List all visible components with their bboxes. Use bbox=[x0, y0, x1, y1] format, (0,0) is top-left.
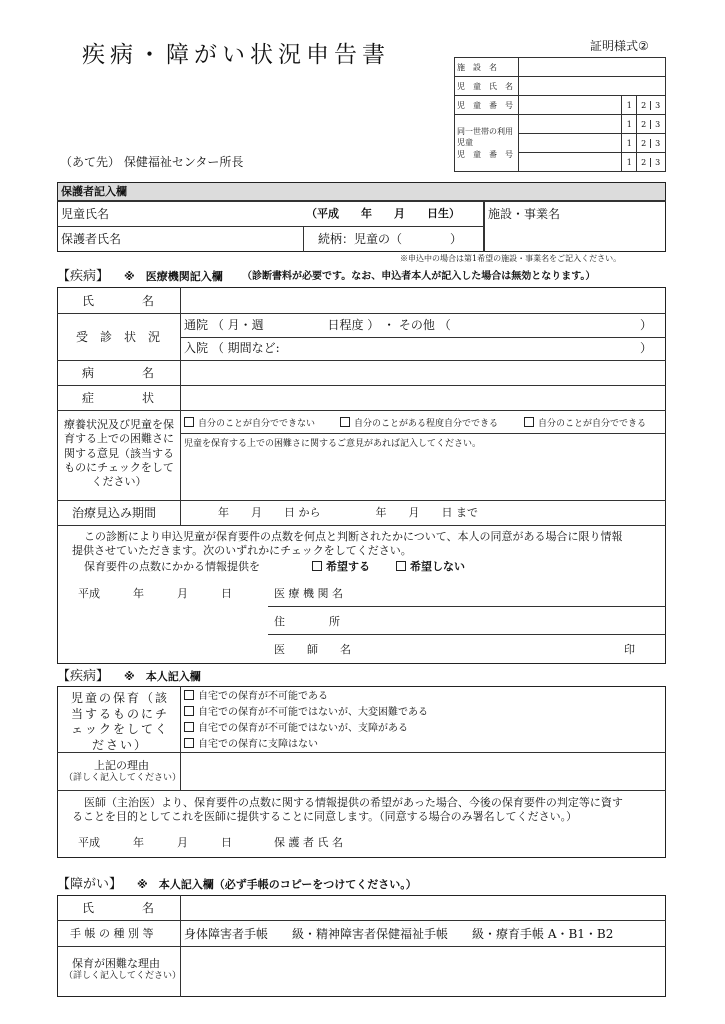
self-heading: ※ 本人記入欄 bbox=[124, 670, 201, 683]
guardian-sign-label: 保 護 者 氏 名 bbox=[274, 836, 343, 849]
outpatient-field[interactable]: 通院 （ 月・週 日程度 ） ・ その他 （ bbox=[184, 318, 451, 332]
child-name-field[interactable] bbox=[519, 77, 666, 96]
reason-label: 上記の理由 bbox=[94, 759, 149, 772]
inpatient-field[interactable]: 入院 （ 期間など: bbox=[184, 341, 280, 355]
self-option-1[interactable]: 自宅での保育が不可能である bbox=[184, 690, 328, 702]
facility-note: ※申込中の場合は第1希望の施設・事業名をご記入ください。 bbox=[400, 254, 622, 263]
care-option-3[interactable]: 自分のことが自分でできる bbox=[524, 417, 646, 429]
birth-date-field[interactable]: （平成 年 月 日生） bbox=[306, 207, 460, 220]
medical-heading: ※ 医療機関記入欄 bbox=[124, 270, 223, 283]
self-option-3[interactable]: 自宅での保育が不可能ではないが、支障がある bbox=[184, 722, 408, 734]
child-no-label: 児 童 番 号 bbox=[455, 96, 519, 115]
self-option-2[interactable]: 自宅での保育が不可能ではないが、大変困難である bbox=[184, 706, 428, 718]
care-option-1[interactable]: 自分のことが自分でできない bbox=[184, 417, 315, 429]
handbook-field[interactable]: 身体障害者手帳 級・精神障害者保健福祉手帳 級・療育手帳 A・B1・B2 bbox=[184, 927, 614, 941]
care-option-2[interactable]: 自分のことがある程度自分でできる bbox=[340, 417, 498, 429]
disability-name-label: 氏 名 bbox=[82, 901, 155, 915]
self-option-4[interactable]: 自宅での保育に支障はない bbox=[184, 738, 318, 750]
difficulty-sub: （詳しく記入してください） bbox=[64, 971, 182, 981]
disability-heading-tag: 【障がい】 bbox=[57, 877, 123, 892]
symptom-label: 症 状 bbox=[82, 391, 155, 405]
facility-label: 施設・事業名 bbox=[488, 207, 561, 221]
disease-label: 病 名 bbox=[82, 366, 155, 380]
patient-name-label: 氏 名 bbox=[82, 294, 155, 308]
consent-text-1: この診断により申込児童が保育要件の点数を何点と判断されたかについて、本人の同意がある場合に限り情報 bbox=[84, 530, 623, 543]
reason-sub: （詳しく記入してください） bbox=[64, 773, 182, 783]
disability-heading: ※ 本人記入欄（必ず手帳のコピーをつけてください。） bbox=[137, 878, 417, 891]
handbook-label: 手 帳 の 種 別 等 bbox=[70, 927, 154, 940]
hope-no-checkbox[interactable]: 希望しない bbox=[396, 561, 465, 572]
child-name-label: 児 童 氏 名 bbox=[455, 77, 519, 96]
relation-field[interactable]: 続柄：児童の（ ） bbox=[318, 232, 463, 246]
same-household-label: 同一世帯の利用児童 児 童 番 号 bbox=[455, 115, 519, 172]
doctor-label: 医 師 名 bbox=[274, 643, 351, 656]
consent-text-2: 提供させていただきます。次のいずれかにチェックをしてください。 bbox=[72, 544, 412, 557]
seal-mark: 印 bbox=[624, 643, 635, 656]
medical-heading-tag: 【疾病】 bbox=[57, 269, 110, 284]
page-title: 疾病・障がい状況申告書 bbox=[82, 42, 390, 68]
medical-date[interactable]: 平成 年 月 日 bbox=[78, 587, 232, 600]
facility-field[interactable] bbox=[519, 58, 666, 77]
self-consent-1: 医師（主治医）より、保育要件の点数に関する情報提供の希望があった場合、今後の保育要件の判定等に資す bbox=[84, 796, 623, 809]
hope-yes-checkbox[interactable]: 希望する bbox=[312, 561, 370, 572]
child-id-table: 施 設 名 児 童 氏 名 児 童 番 号 1 2 3 同一世帯の利用児童 児 童 番 号 1 2 3 1 2 3 1 2 3 bbox=[454, 57, 666, 172]
digit[interactable]: 1 bbox=[622, 96, 637, 115]
medical-heading-note: （診断書料が必要です。なお、申込者本人が記入した場合は無効となります。） bbox=[242, 271, 596, 282]
guardian-name-label: 保護者氏名 bbox=[61, 232, 122, 246]
period-field[interactable]: 年 月 日 から 年 月 日 まで bbox=[218, 506, 478, 519]
self-date[interactable]: 平成 年 月 日 bbox=[78, 836, 232, 849]
form-number: 証明様式② bbox=[590, 39, 649, 53]
period-label: 治療見込み期間 bbox=[72, 506, 157, 520]
care-status-label: 療養状況及び児童を保育する上での困難さに関する意見（該当するものにチェックをしてください） bbox=[64, 418, 174, 489]
self-care-label: 児童の保育（該当するものにチェックをしてください） bbox=[70, 691, 169, 752]
addressee: （あて先） 保健福祉センター所長 bbox=[60, 155, 244, 169]
child-name-label: 児童氏名 bbox=[61, 207, 110, 221]
consent-text-3: 保育要件の点数にかかる情報提供を bbox=[84, 560, 260, 573]
self-heading-tag: 【疾病】 bbox=[57, 669, 110, 684]
self-consent-2: ることを目的としてこれを医師に提供することに同意します。（同意する場合のみ署名してください。） bbox=[72, 810, 578, 823]
address-label: 住 所 bbox=[274, 615, 340, 628]
facility-label: 施 設 名 bbox=[455, 58, 519, 77]
care-note: 児童を保育する上での困難さに関するご意見があれば記入してください。 bbox=[184, 439, 482, 449]
guardian-section-title: 保護者記入欄 bbox=[61, 185, 127, 198]
visit-label: 受 診 状 況 bbox=[76, 330, 161, 344]
institution-label: 医 療 機 関 名 bbox=[274, 587, 343, 600]
difficulty-label: 保育が困難な理由 bbox=[72, 957, 160, 970]
